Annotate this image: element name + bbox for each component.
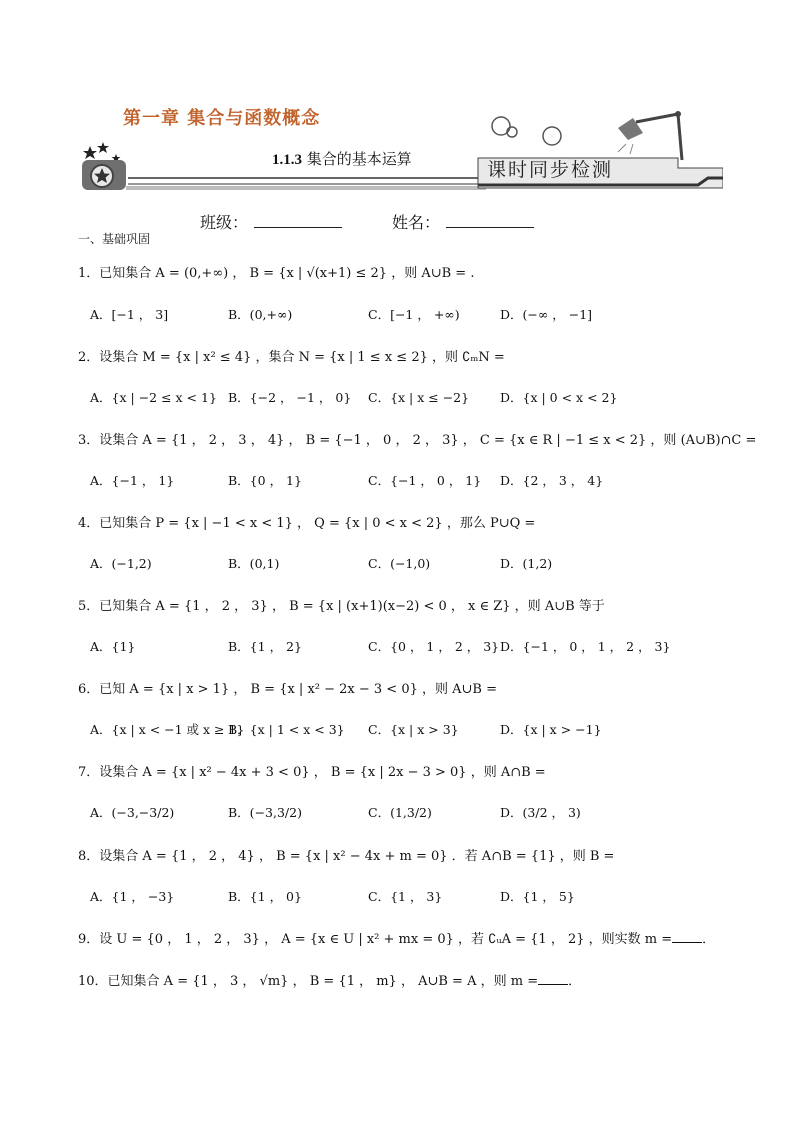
option-b: B．{1 ， 2} <box>228 639 302 654</box>
option-b: B．{1 ， 0} <box>228 889 302 904</box>
question-stem: 6．已知 A = {x | x > 1} ， B = {x | x² − 2x − 3 < 0} ，则 A∪B = <box>78 682 498 697</box>
option-a: A．{1 ， −3} <box>90 889 175 904</box>
question-stem: 3．设集合 A = {1 ， 2 ， 3 ， 4} ， B = {−1 ， 0 ， 2 ， 3} ， C = {x ∈ R | −1 ≤ x < 2} ，则 (A∪B)∩C = <box>78 433 757 448</box>
desk-lamp-icon <box>618 111 682 160</box>
option-c: C．{x | x ≤ −2} <box>368 390 470 405</box>
question-stem: 10．已知集合 A = {1 ， 3 ， √m} ， B = {1 ， m} ， A∪B = A ，则 m = <box>78 974 539 989</box>
name-label: 姓名： <box>392 213 441 232</box>
option-d: D．(1,2) <box>500 556 553 571</box>
question-stem: 7．设集合 A = {x | x² − 4x + 3 < 0} ， B = {x | 2x − 3 > 0} ，则 A∩B = <box>78 765 546 780</box>
star-icon <box>97 142 109 153</box>
name-field <box>392 210 534 233</box>
option-a: A．{x | −2 ≤ x < 1} <box>90 390 217 405</box>
option-b: B．{−2 ， −1 ， 0} <box>228 390 352 405</box>
option-b: B．(0,1) <box>228 556 280 571</box>
option-c: C．(−1,0) <box>368 556 431 571</box>
option-d: D．(−∞ ， −1] <box>500 307 593 322</box>
option-a: A．{−1 ， 1} <box>90 473 175 488</box>
option-c: C．{0 ， 1 ， 2 ， 3} <box>368 639 500 654</box>
question-stem: 5．已知集合 A = {1 ， 2 ， 3} ， B = {x | (x+1)(x−2) < 0 ， x ∈ Z} ，则 A∪B 等于 <box>78 599 605 614</box>
chapter-title: 第一章 集合与函数概念 <box>123 108 321 129</box>
banner-title: 课时同步检测 <box>487 159 614 181</box>
section-title: 一、基础巩固 <box>78 232 151 246</box>
option-d: D．(3/2 ， 3) <box>500 805 581 820</box>
fill-question: 9．设 U = {0 ， 1 ， 2 ， 3} ， A = {x ∈ U | x² + mx = 0} ，若 ∁ᵤA = {1 ， 2} ，则实数 m = ． <box>78 932 716 947</box>
lesson-name: 集合的基本运算 <box>306 150 412 168</box>
option-d: D．{−1 ， 0 ， 1 ， 2 ， 3} <box>500 639 671 654</box>
option-d: D．{x | x > −1} <box>500 722 602 737</box>
question-stem: 8．设集合 A = {1 ， 2 ， 4} ， B = {x | x² − 4x + m = 0} ．若 A∩B = {1} ，则 B = <box>78 849 615 864</box>
question-stem: 4．已知集合 P = {x | −1 < x < 1} ， Q = {x | 0 < x < 2} ，那么 P∪Q = <box>78 516 536 531</box>
option-d: D．{2 ， 3 ， 4} <box>500 473 604 488</box>
option-c: C．(1,3/2) <box>368 805 432 820</box>
class-blank[interactable] <box>254 213 342 228</box>
option-a: A．{x | x < −1 或 x ≥ 1} <box>90 722 245 737</box>
class-field <box>200 210 342 233</box>
question-stem: 1．已知集合 A = (0,+∞) ， B = {x | √(x+1) ≤ 2} ，则 A∪B = . <box>78 266 475 281</box>
answer-blank[interactable] <box>538 972 568 985</box>
class-label: 班级： <box>200 213 249 232</box>
star-icon <box>83 146 97 159</box>
option-d: D．{1 ， 5} <box>500 889 575 904</box>
option-c: C．{1 ， 3} <box>368 889 443 904</box>
option-a: A．[−1 ， 3] <box>90 307 169 322</box>
option-b: B．(−3,3/2) <box>228 805 302 820</box>
option-c: C．[−1 ， +∞) <box>368 307 460 322</box>
question-stem: 2．设集合 M = {x | x² ≤ 4} ，集合 N = {x | 1 ≤ x ≤ 2} ，则 ∁ₘN = <box>78 350 505 365</box>
option-a: A．(−3,−3/2) <box>90 805 175 820</box>
option-c: C．{−1 ， 0 ， 1} <box>368 473 482 488</box>
lesson-title <box>272 148 412 169</box>
option-c: C．{x | x > 3} <box>368 722 459 737</box>
option-a: A．{1} <box>90 639 136 654</box>
name-blank[interactable] <box>446 213 534 228</box>
option-d: D．{x | 0 < x < 2} <box>500 390 618 405</box>
question-stem: 9．设 U = {0 ， 1 ， 2 ， 3} ， A = {x ∈ U | x² + mx = 0} ，若 ∁ᵤA = {1 ， 2} ，则实数 m = <box>78 932 673 947</box>
lesson-number: 1.1.3 <box>272 152 302 168</box>
option-b: B．{0 ， 1} <box>228 473 302 488</box>
fill-question: 10．已知集合 A = {1 ， 3 ， √m} ， B = {1 ， m} ， A∪B = A ，则 m = ． <box>78 974 582 989</box>
option-b: B．{x | 1 < x < 3} <box>228 722 345 737</box>
answer-blank[interactable] <box>672 930 702 943</box>
option-a: A．(−1,2) <box>90 556 152 571</box>
option-b: B．(0,+∞) <box>228 307 293 322</box>
